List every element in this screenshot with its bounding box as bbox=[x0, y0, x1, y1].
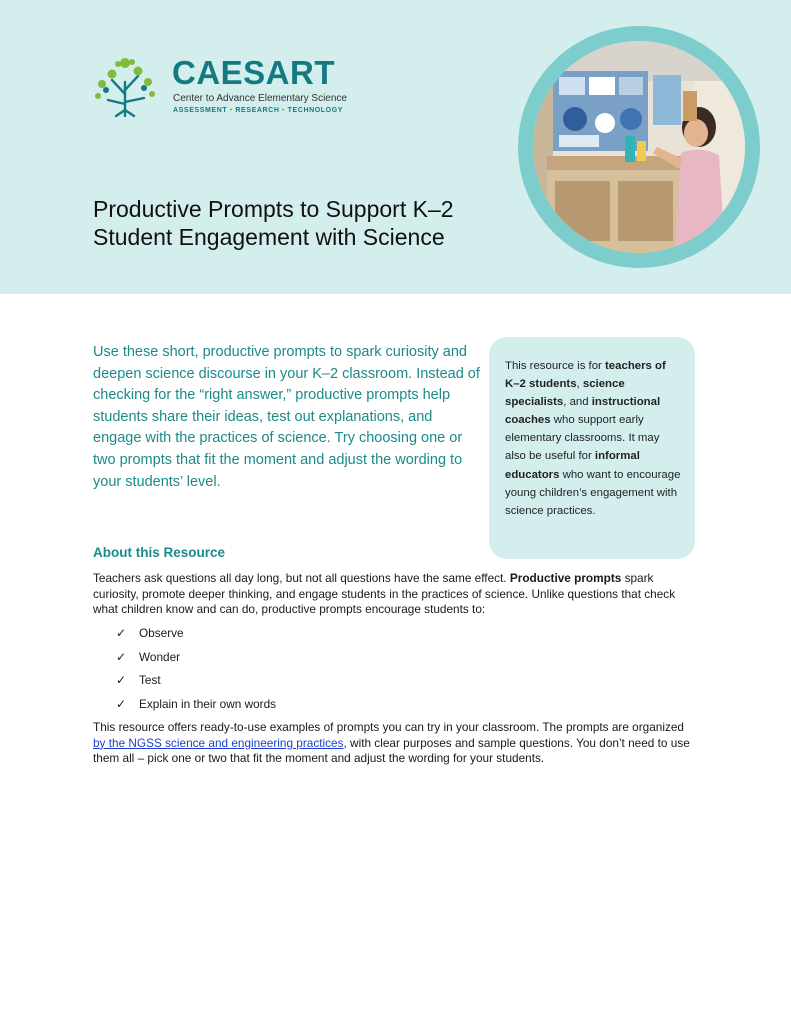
page-title-line-1: Productive Prompts to Support K–2 bbox=[93, 196, 454, 222]
list-item-label: Wonder bbox=[139, 649, 181, 664]
callout-bold-coaches: instructional coaches bbox=[505, 396, 661, 427]
callout-text bbox=[505, 357, 683, 520]
checkmark-icon: ✓ bbox=[116, 696, 127, 711]
list-item-label: Explain in their own words bbox=[139, 696, 277, 711]
about-p1-bold: Productive prompts bbox=[509, 571, 622, 585]
about-p2-end: , with clear purposes and sample questions. You don’t need to use them all – pick one or two that fit the moment and adjust the wording for your students. bbox=[93, 735, 690, 766]
callout-text-4: who support early elementary classrooms. It may also be useful for bbox=[505, 414, 660, 463]
list-item-label: Observe bbox=[139, 626, 184, 640]
callout-text-5: who want to encourage young children’s engagement with science practices. bbox=[505, 468, 681, 517]
list-item bbox=[116, 625, 276, 649]
tagline-research: RESEARCH bbox=[235, 107, 280, 114]
tagline-dot-1: • bbox=[229, 107, 233, 114]
tagline-dot-2: • bbox=[282, 107, 286, 114]
ngss-practices-link[interactable]: by the NGSS science and engineering practices bbox=[93, 735, 344, 750]
callout-text-3: , and bbox=[563, 396, 592, 409]
tree-branch-icon bbox=[92, 54, 158, 118]
logo-wordmark: CAESART bbox=[172, 54, 336, 91]
list-item bbox=[116, 696, 276, 720]
page-title bbox=[93, 195, 513, 251]
section-heading: About this Resource bbox=[93, 545, 226, 560]
about-paragraph-1 bbox=[93, 571, 693, 618]
practice-checklist bbox=[116, 625, 276, 719]
classroom-photo bbox=[533, 41, 745, 253]
about-p1-end: spark curiosity, promote deeper thinking, and engage students in the practices of science. Unlike questions that check what children know and can do, productive prompts encourage students to: bbox=[93, 571, 676, 617]
about-p2-start: This resource offers ready-to-use examples of prompts you can try in your classroom. The prompts are organized bbox=[93, 720, 684, 734]
callout-bold-educators: informal educators bbox=[505, 450, 640, 481]
intro-paragraph: Use these short, productive prompts to spark curiosity and deepen science discourse in your K–2 classroom. Instead of checking for the “right answer,” productive prompts help students share their ideas, test out explanations, and engage with the practices of science. Try choosing one or two prompts that fit the moment and adjust the wording to your students’ level. bbox=[93, 344, 480, 490]
callout-text-2: , bbox=[576, 378, 583, 391]
caesart-logo bbox=[92, 54, 352, 118]
checkmark-icon: ✓ bbox=[116, 626, 127, 640]
logo-tagline bbox=[173, 107, 343, 114]
list-item bbox=[116, 649, 276, 673]
tagline-assessment: ASSESSMENT bbox=[173, 107, 228, 114]
about-paragraph-2 bbox=[93, 720, 693, 767]
logo-subtitle: Center to Advance Elementary Science bbox=[173, 93, 347, 104]
audience-callout bbox=[489, 337, 695, 559]
callout-bold-specialists: science specialists bbox=[505, 378, 625, 409]
tagline-technology: TECHNOLOGY bbox=[287, 107, 344, 114]
checkmark-icon: ✓ bbox=[116, 649, 127, 664]
list-item bbox=[116, 672, 276, 696]
list-item-label: Test bbox=[139, 673, 161, 688]
page-title-line-2: Student Engagement with Science bbox=[93, 224, 445, 250]
callout-bold-teachers: teachers of K–2 students bbox=[505, 360, 666, 391]
classroom-child-photo bbox=[533, 41, 745, 253]
header-banner bbox=[0, 0, 791, 294]
about-p1-start: Teachers ask questions all day long, but not all questions have the same effect. bbox=[93, 571, 510, 585]
checkmark-icon: ✓ bbox=[116, 673, 127, 688]
callout-text-1: This resource is for bbox=[505, 360, 606, 372]
